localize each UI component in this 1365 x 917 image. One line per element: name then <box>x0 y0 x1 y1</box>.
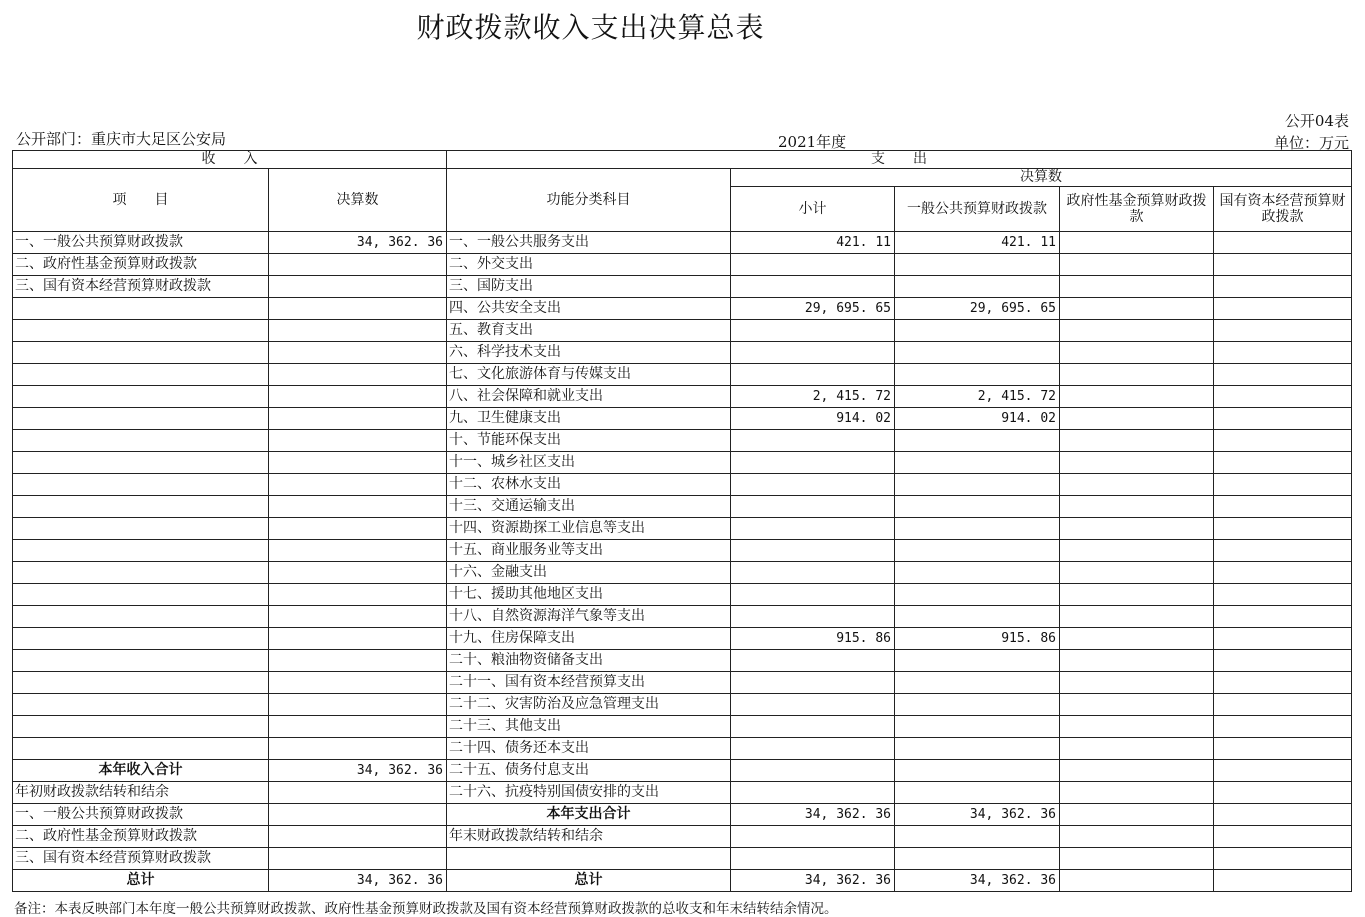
gov-fund-cell <box>1060 364 1214 386</box>
item-header: 项 目 <box>13 169 269 232</box>
expenditure-item-cell: 二十六、抗疫特别国债安排的支出 <box>447 782 731 804</box>
state-capital-cell <box>1214 298 1352 320</box>
table-row <box>13 694 1352 716</box>
subtotal-cell: 421. 11 <box>731 232 895 254</box>
expenditure-item-cell: 十七、援助其他地区支出 <box>447 584 731 606</box>
general-budget-cell <box>895 496 1060 518</box>
gov-fund-cell <box>1060 870 1214 892</box>
function-subject-header: 功能分类科目 <box>447 169 731 232</box>
state-capital-cell <box>1214 628 1352 650</box>
income-amount-cell <box>269 342 447 364</box>
gov-fund-cell <box>1060 694 1214 716</box>
general-budget-cell <box>895 364 1060 386</box>
subtotal-cell <box>731 562 895 584</box>
subtotal-cell: 29, 695. 65 <box>731 298 895 320</box>
income-item-cell: 本年收入合计 <box>13 760 269 782</box>
general-budget-cell <box>895 276 1060 298</box>
expenditure-item-cell: 一、一般公共服务支出 <box>447 232 731 254</box>
expenditure-item-cell: 二、外交支出 <box>447 254 731 276</box>
subtotal-cell <box>731 826 895 848</box>
income-item-cell <box>13 628 269 650</box>
general-budget-cell <box>895 342 1060 364</box>
gov-fund-cell <box>1060 496 1214 518</box>
page-title: 财政拨款收入支出决算总表 <box>416 11 765 44</box>
state-capital-cell <box>1214 408 1352 430</box>
gov-fund-cell <box>1060 232 1214 254</box>
table-row <box>13 826 1352 848</box>
expenditure-item-cell: 本年支出合计 <box>447 804 731 826</box>
table-row <box>13 716 1352 738</box>
expenditure-item-cell: 总计 <box>447 870 731 892</box>
income-item-cell <box>13 738 269 760</box>
state-capital-cell <box>1214 672 1352 694</box>
expenditure-item-cell: 年末财政拨款结转和结余 <box>447 826 731 848</box>
income-amount-cell <box>269 474 447 496</box>
state-capital-cell <box>1214 254 1352 276</box>
income-item-cell: 总计 <box>13 870 269 892</box>
income-amount-cell <box>269 804 447 826</box>
income-item-cell <box>13 672 269 694</box>
table-row <box>13 804 1352 826</box>
general-budget-cell <box>895 672 1060 694</box>
gov-fund-header: 政府性基金预算财政拨款 <box>1060 187 1214 232</box>
subtotal-header: 小计 <box>731 187 895 232</box>
table-row <box>13 386 1352 408</box>
state-capital-cell <box>1214 320 1352 342</box>
income-amount-cell <box>269 298 447 320</box>
state-capital-cell <box>1214 452 1352 474</box>
state-capital-cell <box>1214 386 1352 408</box>
subtotal-cell <box>731 716 895 738</box>
expenditure-item-cell: 二十四、债务还本支出 <box>447 738 731 760</box>
state-capital-cell <box>1214 760 1352 782</box>
state-capital-cell <box>1214 496 1352 518</box>
subtotal-cell <box>731 320 895 342</box>
gov-fund-cell <box>1060 452 1214 474</box>
subtotal-cell <box>731 760 895 782</box>
state-capital-cell <box>1214 518 1352 540</box>
income-amount-cell <box>269 584 447 606</box>
general-budget-cell: 29, 695. 65 <box>895 298 1060 320</box>
income-item-cell <box>13 364 269 386</box>
income-item-cell <box>13 518 269 540</box>
income-amount-cell <box>269 848 447 870</box>
state-capital-header: 国有资本经营预算财政拨款 <box>1214 187 1352 232</box>
gov-fund-cell <box>1060 826 1214 848</box>
expenditure-item-cell: 二十五、债务付息支出 <box>447 760 731 782</box>
gov-fund-cell <box>1060 760 1214 782</box>
state-capital-cell <box>1214 342 1352 364</box>
subtotal-cell <box>731 364 895 386</box>
income-item-cell: 三、国有资本经营预算财政拨款 <box>13 848 269 870</box>
table-row <box>13 474 1352 496</box>
subtotal-cell <box>731 254 895 276</box>
subtotal-cell <box>731 782 895 804</box>
income-amount-cell <box>269 430 447 452</box>
expenditure-item-cell: 十五、商业服务业等支出 <box>447 540 731 562</box>
income-amount-cell: 34, 362. 36 <box>269 870 447 892</box>
expenditure-item-cell: 二十二、灾害防治及应急管理支出 <box>447 694 731 716</box>
gov-fund-cell <box>1060 562 1214 584</box>
department-label: 公开部门：重庆市大足区公安局 <box>16 130 227 148</box>
table-row <box>13 760 1352 782</box>
expenditure-item-cell: 八、社会保障和就业支出 <box>447 386 731 408</box>
general-budget-cell <box>895 518 1060 540</box>
table-note: 备注：本表反映部门本年度一般公共预算财政拨款、政府性基金预算财政拨款及国有资本经营预算财政拨款的总收支和年末结转结余情况。 <box>14 901 838 917</box>
table-row <box>13 782 1352 804</box>
table-row <box>13 452 1352 474</box>
expenditure-item-cell: 二十、粮油物资储备支出 <box>447 650 731 672</box>
income-item-cell: 一、一般公共预算财政拨款 <box>13 232 269 254</box>
income-amount-cell <box>269 254 447 276</box>
subtotal-cell <box>731 584 895 606</box>
general-budget-cell <box>895 848 1060 870</box>
income-amount-cell <box>269 276 447 298</box>
subtotal-cell <box>731 276 895 298</box>
income-amount-cell <box>269 364 447 386</box>
income-amount-cell: 34, 362. 36 <box>269 760 447 782</box>
subtotal-cell: 915. 86 <box>731 628 895 650</box>
income-amount-cell <box>269 738 447 760</box>
subtotal-cell <box>731 496 895 518</box>
expenditure-item-cell: 九、卫生健康支出 <box>447 408 731 430</box>
table-row <box>13 606 1352 628</box>
income-amount-cell <box>269 694 447 716</box>
unit-label: 单位：万元 <box>1273 134 1349 152</box>
income-item-cell <box>13 474 269 496</box>
form-code: 公开04表 <box>1284 112 1349 130</box>
general-budget-cell <box>895 760 1060 782</box>
subtotal-cell: 34, 362. 36 <box>731 870 895 892</box>
table-row <box>13 408 1352 430</box>
table-row <box>13 562 1352 584</box>
table-row <box>13 298 1352 320</box>
table-row <box>13 650 1352 672</box>
state-capital-cell <box>1214 276 1352 298</box>
income-item-cell: 二、政府性基金预算财政拨款 <box>13 254 269 276</box>
income-item-cell <box>13 298 269 320</box>
expenditure-item-cell: 十九、住房保障支出 <box>447 628 731 650</box>
general-budget-cell: 914. 02 <box>895 408 1060 430</box>
state-capital-cell <box>1214 870 1352 892</box>
income-amount-cell <box>269 540 447 562</box>
income-amount-cell <box>269 320 447 342</box>
gov-fund-cell <box>1060 782 1214 804</box>
gov-fund-cell <box>1060 518 1214 540</box>
income-item-cell <box>13 716 269 738</box>
gov-fund-cell <box>1060 584 1214 606</box>
general-budget-cell <box>895 826 1060 848</box>
income-amount-cell <box>269 606 447 628</box>
state-capital-cell <box>1214 562 1352 584</box>
gov-fund-cell <box>1060 320 1214 342</box>
income-amount-cell <box>269 716 447 738</box>
table-row <box>13 870 1352 892</box>
general-budget-cell <box>895 320 1060 342</box>
gov-fund-cell <box>1060 474 1214 496</box>
gov-fund-cell <box>1060 650 1214 672</box>
income-amount-cell <box>269 628 447 650</box>
income-item-cell: 三、国有资本经营预算财政拨款 <box>13 276 269 298</box>
state-capital-cell <box>1214 540 1352 562</box>
general-budget-header: 一般公共预算财政拨款 <box>895 187 1060 232</box>
gov-fund-cell <box>1060 716 1214 738</box>
income-item-cell: 一、一般公共预算财政拨款 <box>13 804 269 826</box>
income-amount-cell: 34, 362. 36 <box>269 232 447 254</box>
general-budget-cell <box>895 738 1060 760</box>
gov-fund-cell <box>1060 738 1214 760</box>
income-amount-cell <box>269 386 447 408</box>
general-budget-cell <box>895 430 1060 452</box>
subtotal-cell <box>731 342 895 364</box>
gov-fund-cell <box>1060 254 1214 276</box>
gov-fund-cell <box>1060 606 1214 628</box>
income-item-cell: 二、政府性基金预算财政拨款 <box>13 826 269 848</box>
income-item-cell <box>13 496 269 518</box>
subtotal-cell: 2, 415. 72 <box>731 386 895 408</box>
table-row <box>13 518 1352 540</box>
state-capital-cell <box>1214 364 1352 386</box>
year-label: 2021年度 <box>778 133 847 151</box>
expenditure-item-cell: 十一、城乡社区支出 <box>447 452 731 474</box>
income-item-cell <box>13 430 269 452</box>
expenditure-item-cell: 六、科学技术支出 <box>447 342 731 364</box>
income-item-cell <box>13 320 269 342</box>
general-budget-cell <box>895 694 1060 716</box>
amount-header: 决算数 <box>269 169 447 232</box>
state-capital-cell <box>1214 782 1352 804</box>
subtotal-cell <box>731 474 895 496</box>
general-budget-cell <box>895 782 1060 804</box>
income-item-cell: 年初财政拨款结转和结余 <box>13 782 269 804</box>
state-capital-cell <box>1214 474 1352 496</box>
subtotal-cell <box>731 848 895 870</box>
general-budget-cell: 34, 362. 36 <box>895 804 1060 826</box>
subtotal-cell <box>731 672 895 694</box>
table-row <box>13 254 1352 276</box>
expenditure-item-cell: 十二、农林水支出 <box>447 474 731 496</box>
general-budget-cell <box>895 650 1060 672</box>
state-capital-cell <box>1214 694 1352 716</box>
income-item-cell <box>13 650 269 672</box>
subtotal-cell <box>731 694 895 716</box>
state-capital-cell <box>1214 232 1352 254</box>
general-budget-cell: 421. 11 <box>895 232 1060 254</box>
expenditure-item-cell: 七、文化旅游体育与传媒支出 <box>447 364 731 386</box>
table-row <box>13 848 1352 870</box>
subtotal-cell <box>731 518 895 540</box>
state-capital-cell <box>1214 848 1352 870</box>
income-item-cell <box>13 342 269 364</box>
table-row <box>13 672 1352 694</box>
expenditure-item-cell: 三、国防支出 <box>447 276 731 298</box>
gov-fund-cell <box>1060 386 1214 408</box>
expenditure-item-cell: 十、节能环保支出 <box>447 430 731 452</box>
general-budget-cell <box>895 540 1060 562</box>
state-capital-cell <box>1214 430 1352 452</box>
income-item-cell <box>13 452 269 474</box>
subtotal-cell <box>731 738 895 760</box>
general-budget-cell: 34, 362. 36 <box>895 870 1060 892</box>
gov-fund-cell <box>1060 430 1214 452</box>
subtotal-cell <box>731 540 895 562</box>
expenditure-section-header: 支 出 <box>447 151 1352 169</box>
general-budget-cell <box>895 254 1060 276</box>
subtotal-cell: 914. 02 <box>731 408 895 430</box>
income-item-cell <box>13 694 269 716</box>
subtotal-cell <box>731 452 895 474</box>
income-section-header: 收 入 <box>13 151 447 169</box>
table-row <box>13 342 1352 364</box>
expenditure-item-cell: 二十三、其他支出 <box>447 716 731 738</box>
state-capital-cell <box>1214 804 1352 826</box>
expenditure-item-cell: 十三、交通运输支出 <box>447 496 731 518</box>
expenditure-item-cell: 十六、金融支出 <box>447 562 731 584</box>
state-capital-cell <box>1214 826 1352 848</box>
income-amount-cell <box>269 496 447 518</box>
income-item-cell <box>13 562 269 584</box>
gov-fund-cell <box>1060 298 1214 320</box>
gov-fund-cell <box>1060 276 1214 298</box>
state-capital-cell <box>1214 650 1352 672</box>
final-amount-header: 决算数 <box>731 169 1352 187</box>
table-row <box>13 584 1352 606</box>
table-row <box>13 496 1352 518</box>
table-row <box>13 628 1352 650</box>
gov-fund-cell <box>1060 408 1214 430</box>
income-amount-cell <box>269 518 447 540</box>
state-capital-cell <box>1214 738 1352 760</box>
table-row <box>13 320 1352 342</box>
subtotal-cell <box>731 606 895 628</box>
income-amount-cell <box>269 452 447 474</box>
income-item-cell <box>13 540 269 562</box>
expenditure-item-cell: 五、教育支出 <box>447 320 731 342</box>
general-budget-cell <box>895 452 1060 474</box>
subtotal-cell <box>731 650 895 672</box>
general-budget-cell <box>895 474 1060 496</box>
table-row <box>13 276 1352 298</box>
income-amount-cell <box>269 408 447 430</box>
general-budget-cell <box>895 584 1060 606</box>
income-amount-cell <box>269 650 447 672</box>
appropriation-summary-table <box>12 150 1352 892</box>
general-budget-cell <box>895 562 1060 584</box>
state-capital-cell <box>1214 606 1352 628</box>
table-row <box>13 364 1352 386</box>
gov-fund-cell <box>1060 672 1214 694</box>
income-item-cell <box>13 584 269 606</box>
general-budget-cell: 915. 86 <box>895 628 1060 650</box>
table-row <box>13 430 1352 452</box>
expenditure-item-cell: 十四、资源勘探工业信息等支出 <box>447 518 731 540</box>
gov-fund-cell <box>1060 540 1214 562</box>
subtotal-cell: 34, 362. 36 <box>731 804 895 826</box>
income-item-cell <box>13 606 269 628</box>
subtotal-cell <box>731 430 895 452</box>
general-budget-cell: 2, 415. 72 <box>895 386 1060 408</box>
expenditure-item-cell: 十八、自然资源海洋气象等支出 <box>447 606 731 628</box>
gov-fund-cell <box>1060 848 1214 870</box>
income-item-cell <box>13 386 269 408</box>
table-row <box>13 540 1352 562</box>
state-capital-cell <box>1214 584 1352 606</box>
income-amount-cell <box>269 826 447 848</box>
expenditure-item-cell: 四、公共安全支出 <box>447 298 731 320</box>
income-amount-cell <box>269 672 447 694</box>
income-amount-cell <box>269 562 447 584</box>
income-item-cell <box>13 408 269 430</box>
general-budget-cell <box>895 606 1060 628</box>
general-budget-cell <box>895 716 1060 738</box>
expenditure-item-cell <box>447 848 731 870</box>
state-capital-cell <box>1214 716 1352 738</box>
expenditure-item-cell: 二十一、国有资本经营预算支出 <box>447 672 731 694</box>
gov-fund-cell <box>1060 804 1214 826</box>
gov-fund-cell <box>1060 628 1214 650</box>
gov-fund-cell <box>1060 342 1214 364</box>
table-row <box>13 738 1352 760</box>
income-amount-cell <box>269 782 447 804</box>
table-row <box>13 232 1352 254</box>
